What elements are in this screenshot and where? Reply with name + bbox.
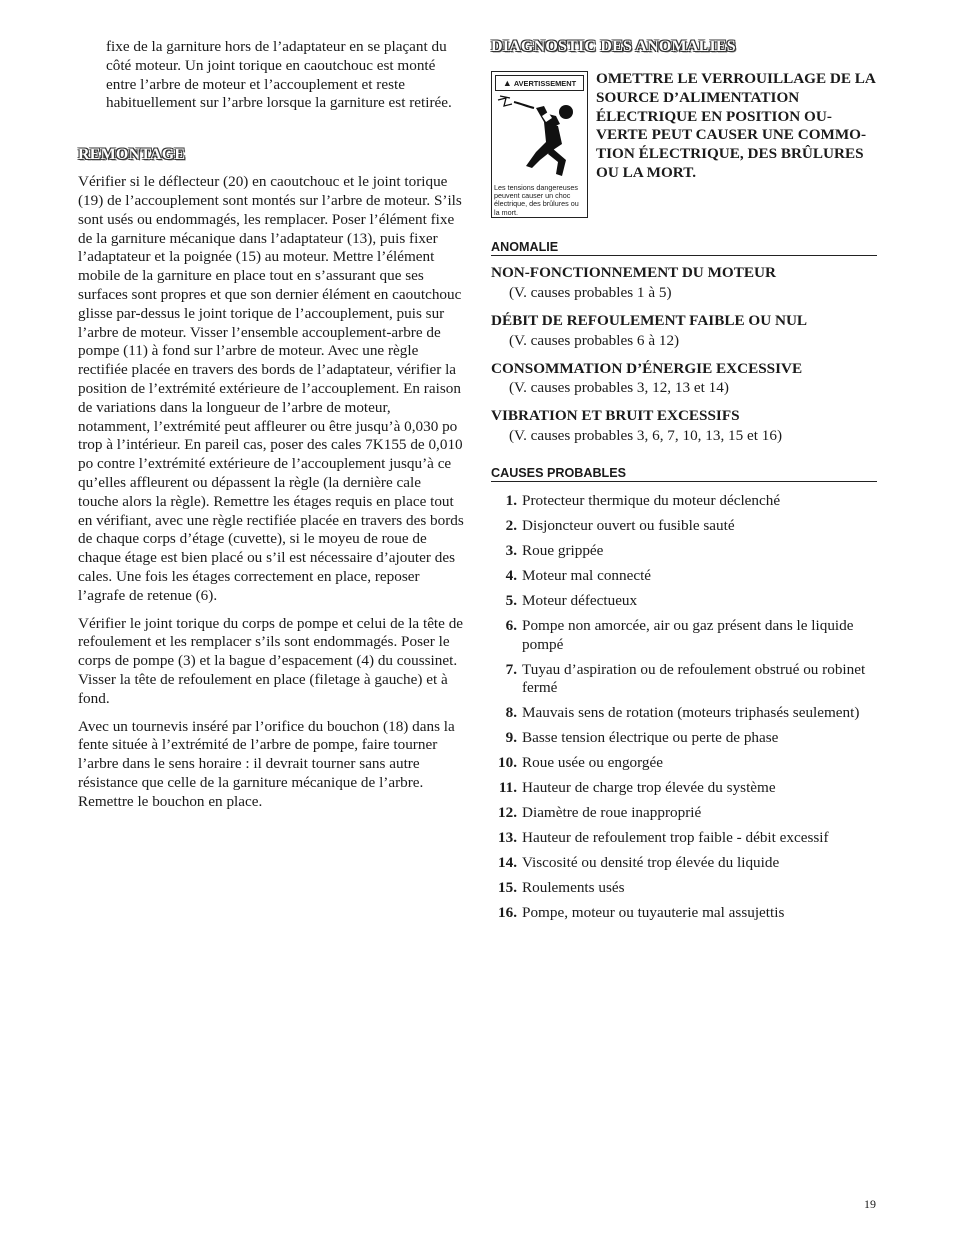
cause-item <box>491 904 877 923</box>
cause-text: Hauteur de refoulement trop faible - débit excessif <box>522 829 829 847</box>
anomalie-item <box>491 264 877 303</box>
cause-item <box>491 754 877 773</box>
anomalie-list <box>491 264 877 446</box>
cause-text: Diamètre de roue inapproprié <box>522 804 702 822</box>
cause-number: 2. <box>505 517 517 535</box>
causes-list <box>491 492 877 923</box>
cause-text: Pompe non amorcée, air ou gaz présent dans le liquide pompé <box>522 617 854 653</box>
cause-text: Roue usée ou engorgée <box>522 754 664 772</box>
anomalie-title: NON-FONCTIONNEMENT DU MOTEUR <box>491 264 776 281</box>
cause-text: Roue grippée <box>522 542 604 560</box>
cause-item <box>491 661 877 698</box>
body-paragraph: Vérifier si le déflecteur (20) en caoutchouc et le joint torique (19) de l’accouplement sont montés sur l’arbre de moteur. S’ils sont usés ou endommagés, les remplacer. Poser l’élément fixe de la garniture mécanique dans l’adaptateur (13), puis fixer l’adaptateur et la poignée (15) au moteur. Mettre l’élément mobile de la garniture en place tout en s’assurant que ses surfaces sont propres et que son dernier élément en caoutchouc glisse par-dessus le joint torique de l’accouplement, puis sur l’arbre de moteur. Visser l’ensemble accouplement-arbre de pompe (11) à fond sur l’arbre de moteur. Avec une règle rectifiée placée en travers des bords de l’adaptateur, vérifier la position de l’extrémité extérieure de l’accouplement. En raison de variations dans la longueur de l’arbre de moteur, notamment, l’extrémité peut affleurer ou être jusqu’à 0,030 po trop à l’intérieur. En pareil cas, poser des cales 7K155 de 0,010 po contre l’extrémité extérieure de l’accouplement jusqu’à ce qu’elles affleurent ou dépassent la règle (la dernière cale touche alors la règle). Remettre les étages requis en place tout en vérifiant, avec une règle rectifiée placée en travers des bords de chaque corps d’étage (cuvette), si le moyeu de roue de chaque étage est bien placé ou s’il est nécessaire d’ajouter des cales. Une fois les étages correctement en place, reposer l’agrafe de retenue (6). <box>78 173 464 604</box>
cause-number: 8. <box>505 704 517 722</box>
cause-item <box>491 592 877 611</box>
cause-number: 16. <box>498 904 517 922</box>
warning-triangle-icon: ▲ <box>502 78 512 88</box>
cause-item <box>491 729 877 748</box>
anomalie-title: VIBRATION ET BRUIT EXCESSIFS <box>491 407 740 425</box>
cause-text: Roulements usés <box>522 879 625 897</box>
cause-item <box>491 567 877 586</box>
anomalie-item <box>491 360 877 399</box>
cause-number: 1. <box>505 492 517 510</box>
cause-number: 7. <box>505 660 517 678</box>
page-number: 19 <box>864 1197 876 1211</box>
cause-text: Mauvais sens de rotation (moteurs triphasés seulement) <box>522 704 860 722</box>
warning-header-label: AVERTISSEMENT <box>513 78 577 88</box>
body-paragraph: Vérifier le joint torique du corps de pompe et celui de la tête de refoulement et les remplacer s’ils sont endommagés. Poser le corps de pompe (3) et la bague d’espacement (4) du coussinet. Visser la tête de refoulement en place (filetage à gauche) et à fond. <box>78 614 464 707</box>
left-column <box>78 38 464 820</box>
cause-item <box>491 779 877 798</box>
cause-item <box>491 854 877 873</box>
cause-item <box>491 617 877 654</box>
electric-shock-icon <box>496 94 584 182</box>
cause-number: 14. <box>498 854 517 872</box>
warning-text: OMETTRE LE VERROUILLAGE DE LA SOURCE D’ALIMENTATION ÉLECTRIQUE EN POSITION OU-VERTE PEUT CAUSER UNE COMMO-TION ÉLECTRIQUE, DES BRÛLURES OU LA MORT. <box>596 70 876 181</box>
cause-text: Moteur défectueux <box>522 592 638 610</box>
intro-paragraph: fixe de la garniture hors de l’adaptateur en se plaçant du côté moteur. Un joint torique en caoutchouc est monté entre l’arbre de moteur et l’accouplement et reste habituellement sur l’arbre lorsque la garniture est retirée. <box>106 38 452 112</box>
cause-text: Pompe, moteur ou tuyauterie mal assujettis <box>522 904 785 922</box>
anomalie-title: DÉBIT DE REFOULEMENT FAIBLE OU NUL <box>491 311 808 329</box>
anomalie-subheading: ANOMALIE <box>491 240 877 256</box>
anomalie-detail: (V. causes probables 3, 12, 13 et 14) <box>509 379 729 397</box>
warning-label-box <box>491 71 588 218</box>
cause-number: 15. <box>498 879 517 897</box>
cause-item <box>491 704 877 723</box>
anomalie-detail: (V. causes probables 1 à 5) <box>509 283 672 301</box>
cause-number: 13. <box>498 829 517 847</box>
cause-item <box>491 829 877 848</box>
cause-item <box>491 517 877 536</box>
cause-number: 4. <box>505 567 517 585</box>
cause-number: 12. <box>498 804 517 822</box>
cause-number: 11. <box>498 779 517 797</box>
cause-number: 10. <box>498 754 517 772</box>
causes-subheading: CAUSES PROBABLES <box>491 466 877 482</box>
body-paragraph: Avec un tournevis inséré par l’orifice du bouchon (18) dans la fente située à l’extrémité de l’arbre de pompe, faire tourner l’arbre dans le sens horaire : il devrait tourner sans autre résistance que celle de la garniture mécanique de l’arbre. Remettre le bouchon en place. <box>78 717 455 810</box>
cause-item <box>491 542 877 561</box>
cause-text: Basse tension électrique ou perte de phase <box>522 729 779 747</box>
cause-number: 3. <box>505 542 517 560</box>
anomalie-item <box>491 312 877 351</box>
cause-item <box>491 804 877 823</box>
anomalie-detail: (V. causes probables 6 à 12) <box>509 331 680 349</box>
cause-text: Hauteur de charge trop élevée du système <box>522 779 776 797</box>
warning-block <box>491 71 877 218</box>
cause-text: Disjoncteur ouvert ou fusible sauté <box>522 517 735 535</box>
cause-item <box>491 879 877 898</box>
diagnostic-heading: DIAGNOSTIC DES ANOMALIES <box>491 38 736 55</box>
cause-text: Protecteur thermique du moteur déclenché <box>522 492 781 510</box>
remontage-heading: REMONTAGE <box>78 146 186 164</box>
cause-item <box>491 492 877 511</box>
right-column <box>491 38 877 929</box>
cause-number: 9. <box>505 729 517 747</box>
anomalie-item <box>491 407 877 446</box>
warning-header <box>495 75 584 91</box>
cause-text: Viscosité ou densité trop élevée du liquide <box>522 854 780 872</box>
cause-number: 6. <box>505 617 517 635</box>
anomalie-title: CONSOMMATION D’ÉNERGIE EXCESSIVE <box>491 359 803 377</box>
warning-caption: Les tensions dangereuses peuvent causer un choc électrique, des brûlures ou la mort. <box>494 183 579 217</box>
cause-number: 5. <box>505 592 517 610</box>
anomalie-detail: (V. causes probables 3, 6, 7, 10, 13, 15 et 16) <box>509 427 783 445</box>
cause-text: Tuyau d’aspiration ou de refoulement obstrué ou robinet fermé <box>522 660 866 697</box>
cause-text: Moteur mal connecté <box>522 567 652 585</box>
